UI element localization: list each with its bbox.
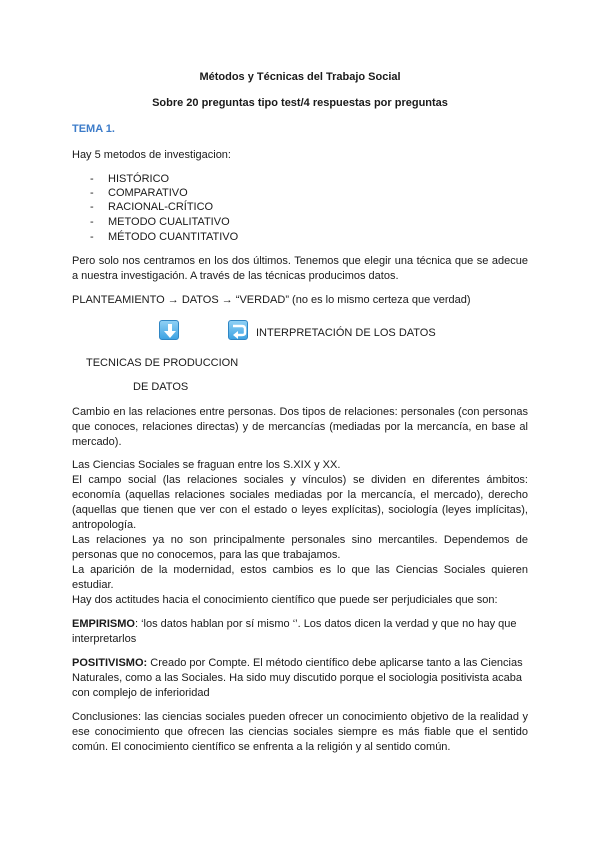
interpretacion-label: INTERPRETACIÓN DE LOS DATOS: [256, 327, 436, 339]
empirismo-paragraph: [72, 617, 528, 647]
paragraph-ciencias: Las Ciencias Sociales se fraguan entre los S.XIX y XX.: [72, 459, 341, 471]
empirismo-term: EMPIRISMO: [72, 618, 135, 630]
intro-text: Hay 5 metodos de investigacion:: [72, 149, 231, 161]
paragraph-modernidad: La aparición de la modernidad, estos cambios es lo que las Ciencias Sociales quieren estudiar.: [72, 564, 528, 591]
tecnicas-label-line2: DE DATOS: [133, 381, 189, 393]
paragraph-actitudes: Hay dos actitudes hacia el conocimiento científico que puede ser perjudiciales que son:: [72, 594, 498, 606]
paragraph-relaciones: Las relaciones ya no son principalmente personales sino mercantiles. Dependemos de personas que no conocemos, para las que trabajamos.: [72, 534, 528, 561]
list-item: - MÉTODO CUANTITATIVO: [90, 231, 239, 243]
list-bullet: -: [90, 231, 94, 243]
document-title: Métodos y Técnicas del Trabajo Social: [199, 71, 401, 83]
paragraph-tecnicas: Pero solo nos centramos en los dos últimos. Tenemos que elegir una técnica que se adecue a nuestra investigación. A través de las técnicas producimos datos.: [72, 255, 528, 282]
paragraph-cambio: Cambio en las relaciones entre personas. Dos tipos de relaciones: personales (con personas que conoces, relaciones directas) y de mercancías (mediadas por la mercancía, en base al mercado).: [72, 406, 528, 448]
return-arrow-icon: [228, 320, 248, 340]
paragraph-conclusiones: Conclusiones: las ciencias sociales pueden ofrecer un conocimiento objetivo de la realidad y ese conocimiento que ofrecen las ciencias sociales siempre es más fiable que el sentido común. El conocimiento científico se enfrenta a la religión y al sentido común.: [72, 711, 528, 753]
list-item: - COMPARATIVO: [90, 187, 188, 199]
positivismo-paragraph: [72, 656, 528, 701]
section-heading: TEMA 1.: [72, 123, 115, 135]
list-bullet: -: [90, 173, 94, 185]
document-subtitle: Sobre 20 preguntas tipo test/4 respuestas por preguntas: [152, 97, 448, 109]
tecnicas-label-line1: TECNICAS DE PRODUCCION: [86, 357, 239, 369]
list-bullet: -: [90, 216, 94, 228]
list-item: - HISTÓRICO: [90, 173, 170, 185]
down-arrow-icon: [159, 320, 179, 340]
positivismo-term: POSITIVISMO:: [72, 657, 148, 669]
list-bullet: -: [90, 201, 94, 213]
empirismo-definition: : ‘los datos hablan por sí mismo ‘’. Los datos dicen la verdad y que no hay que interpretarlos: [72, 618, 517, 645]
planteamiento-line: PLANTEAMIENTO → DATOS → “VERDAD” (no es lo mismo certeza que verdad): [72, 294, 471, 306]
paragraph-campo: El campo social (las relaciones sociales y vínculos) se dividen en diferentes ámbitos: economía (aquellas relaciones sociales mediadas por la mercancía, el mercado), derecho (aquellas que tienen que ver con el estado o leyes explícitas), sociología (leyes implícitas), antropología.: [72, 474, 528, 531]
positivismo-definition: Creado por Compte. El método científico debe aplicarse tanto a las Ciencias Naturales, como a las Sociales. Ha sido muy discutido porque el sociologia positivista acaba con complejo de inferioridad: [72, 657, 523, 699]
list-bullet: -: [90, 187, 94, 199]
list-item: - METODO CUALITATIVO: [90, 216, 230, 228]
list-item: - RACIONAL-CRÍTICO: [90, 201, 214, 213]
